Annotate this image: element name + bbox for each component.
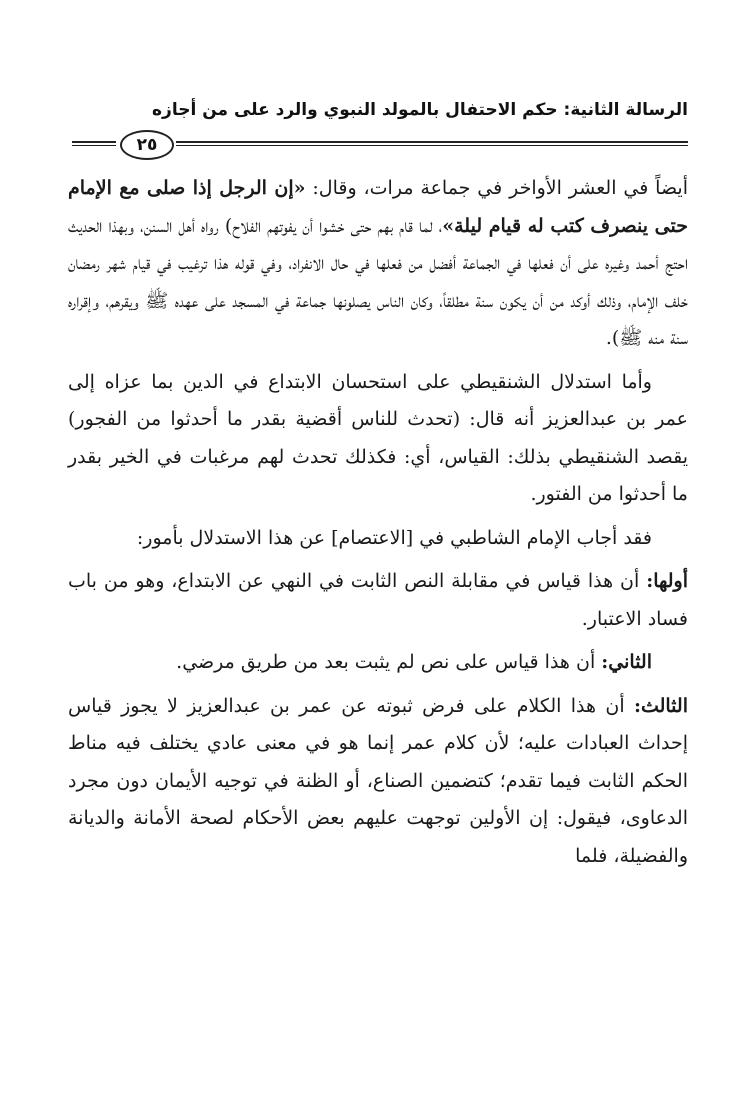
page-body [68,170,688,881]
hadith-quote: «إن الرجل إذا صلى مع الإمام حتى ينصرف كتب له قيام ليلة» [68,177,688,237]
header-rule-left [72,141,116,146]
point-third-text: أن هذا الكلام على فرض ثبوته عن عمر بن عبدالعزيز لا يجوز قياس إحداث العبادات عليه؛ لأن كلام عمر إنما هو في معنى عادي يختلف فيه مناط الحكم الثابت فيما تقدم؛ كتضمين الصناع، أو الظنة في توجيه الأيمان دون مجرد الدعاوى، فيقول: إن الأولين توجهت عليهم بعض الأحكام لصحة الأمانة والديانة والفضيلة، فلما [68,694,688,867]
page-number: ٢٥ [120,130,174,160]
point-first-label: أولها: [646,570,688,592]
paragraph-1 [68,170,688,358]
point-third [68,688,688,876]
point-second-text: أن هذا قياس على نص لم يثبت بعد من طريق مرضي. [176,651,602,673]
point-second [68,644,688,682]
header-rule-right [176,141,688,146]
paragraph-1-intro: أيضاً في العشر الأواخر في جماعة مرات، وقال: [305,177,688,199]
point-first [68,563,688,638]
point-third-label: الثالث: [633,694,688,717]
paragraph-2: وأما استدلال الشنقيطي على استحسان الابتداع في الدين بما عزاه إلى عمر بن عبدالعزيز أنه قال: (تحدث للناس أقضية بقدر ما أحدثوا من الفجور) يقصد الشنقيطي بذلك: القياس، أي: فكذلك تحدث لهم مرغبات في الخير بقدر ما أحدثوا من الفتور. [68,370,688,505]
paragraph-3: فقد أجاب الإمام الشاطبي في [الاعتصام] عن هذا الاستدلال بأمور: [136,526,652,549]
paragraph-1-continuation: ، لما قام بهم حتى خشوا أن يفوتهم الفلاح) رواه أهل السنن، وبهذا الحديث احتج أحمد وغيره على أن فعلها في الجماعة أفضل من فعلها في حال الانفراد، وفي قوله هذا ترغيب في قيام شهر رمضان خلف الإمام، وذلك أوكد من أن يكون سنة مطلقاً، وكان الناس يصلونها جماعة في المسجد على عهده ﷺ ويقرهم، وإقراره سنة منه ﷺ). [68,214,688,349]
point-first-text: أن هذا قياس في مقابلة النص الثابت في النهي عن الابتداع، وهو من باب فساد الاعتبار. [68,570,688,630]
point-second-label: الثاني: [601,651,652,673]
running-title: الرسالة الثانية: حكم الاحتفال بالمولد النبوي والرد على من أجازه [152,100,688,120]
